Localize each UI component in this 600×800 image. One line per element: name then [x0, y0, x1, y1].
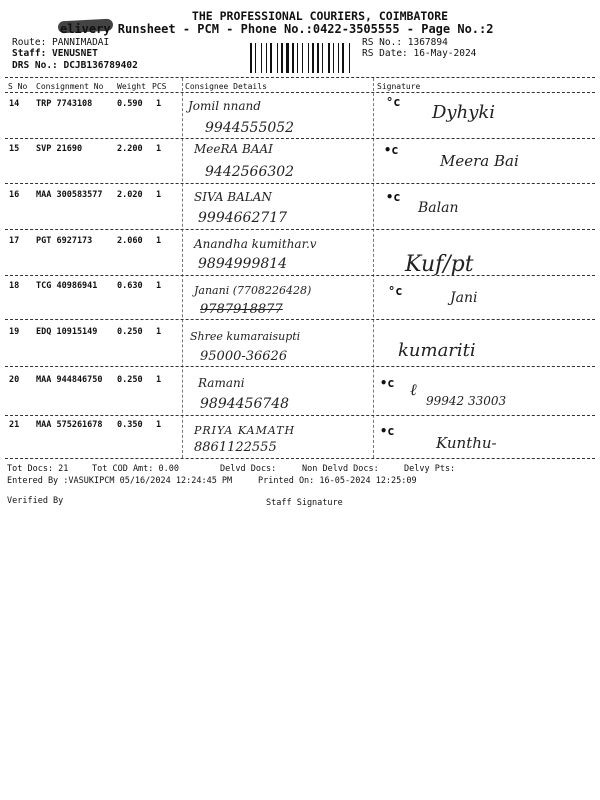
row-divider	[5, 415, 595, 416]
row-consignment: MAA 575261678	[36, 420, 103, 430]
row-consignment: MAA 300583577	[36, 190, 103, 200]
consignee-phone: 9787918877	[200, 302, 283, 317]
total-docs: Tot Docs: 21	[7, 464, 69, 474]
col-header-signature: Signature	[377, 82, 421, 91]
company-title: THE PROFESSIONAL COURIERS, COIMBATORE	[191, 9, 449, 23]
entered-by: Entered By :VASUKIPCM 05/16/2024 12:24:45 PM	[7, 476, 233, 486]
col-header-consignee: Consignee Details	[185, 82, 267, 91]
row-consignment: MAA 944846750	[36, 375, 103, 385]
column-divider	[182, 78, 183, 458]
c-mark: •c	[386, 190, 401, 204]
staff-label: Staff: VENUSNET	[12, 48, 98, 59]
c-mark: •c	[380, 376, 395, 390]
row-divider	[5, 229, 595, 230]
consignee-name: Janani (7708226428)	[194, 284, 312, 297]
consignee-name: Jomil nnand	[188, 99, 261, 113]
row-sno: 15	[9, 144, 20, 154]
route-label: Route: PANNIMADAI	[12, 37, 110, 48]
consignee-phone: 9994662717	[198, 210, 288, 226]
consignee-phone: 95000-36626	[200, 349, 288, 364]
header-bottom-border	[5, 92, 595, 93]
row-consignment: EDQ 10915149	[36, 327, 98, 337]
non-delivered-docs: Non Delvd Docs:	[302, 464, 379, 474]
row-pcs: 1	[156, 144, 162, 154]
consignee-name: Shree kumaraisupti	[190, 330, 301, 343]
row-sno: 18	[9, 281, 20, 291]
consignee-phone: 9944555052	[205, 120, 295, 136]
delivered-docs: Delvd Docs:	[220, 464, 277, 474]
signature: Balan	[418, 200, 459, 216]
rs-number: RS No.: 1367894	[362, 37, 448, 48]
signature: kumariti	[398, 340, 476, 361]
consignee-phone: 8861122555	[194, 440, 277, 455]
row-weight: 0.630	[117, 281, 143, 291]
signature: Dyhyki	[432, 102, 496, 123]
row-weight: 0.350	[117, 420, 143, 430]
c-mark: •c	[384, 143, 399, 157]
consignee-name: Ramani	[198, 376, 245, 390]
row-weight: 0.590	[117, 99, 143, 109]
row-pcs: 1	[156, 99, 162, 109]
row-consignment: TCG 40986941	[36, 281, 98, 291]
c-mark: °c	[388, 284, 403, 298]
row-weight: 2.020	[117, 190, 143, 200]
staff-signature-label: Staff Signature	[266, 498, 343, 508]
barcode	[250, 43, 362, 73]
signature: Jani	[450, 290, 478, 306]
drs-number: DRS No.: DCJB136789402	[12, 60, 138, 71]
row-consignment: PGT 6927173	[36, 236, 93, 246]
row-pcs: 1	[156, 190, 162, 200]
consignee-name: Anandha kumithar.v	[194, 237, 317, 251]
runsheet-subtitle: elivery Runsheet - PCM - Phone No.:0422-3505555 - Page No.:2	[60, 22, 494, 36]
signature: Kunthu-	[436, 434, 497, 452]
row-pcs: 1	[156, 327, 162, 337]
col-header-pcs: PCS	[152, 82, 167, 91]
row-sno: 14	[9, 99, 20, 109]
row-divider	[5, 319, 595, 320]
table-top-border	[5, 77, 595, 78]
row-pcs: 1	[156, 236, 162, 246]
verified-by: Verified By	[7, 496, 64, 506]
signature: 99942 33003	[426, 394, 507, 408]
delivery-points: Delvy Pts:	[404, 464, 456, 474]
printed-on: Printed On: 16-05-2024 12:25:09	[258, 476, 417, 486]
row-divider	[5, 183, 595, 184]
signature: Meera Bai	[440, 152, 519, 170]
row-pcs: 1	[156, 281, 162, 291]
consignee-phone: 9894999814	[198, 256, 288, 272]
row-sno: 19	[9, 327, 20, 337]
table-bottom-border	[5, 458, 595, 459]
col-header-sno: S No	[8, 82, 28, 91]
consignee-name: SIVA BALAN	[194, 190, 272, 204]
rs-date: RS Date: 16-May-2024	[362, 48, 477, 59]
consignee-name: MeeRA BAAI	[194, 142, 273, 156]
signature-scribble: ℓ	[410, 380, 417, 399]
column-divider	[373, 78, 374, 458]
row-divider	[5, 275, 595, 276]
row-weight: 0.250	[117, 375, 143, 385]
row-pcs: 1	[156, 420, 162, 430]
c-mark: °c	[386, 95, 401, 109]
col-header-consignment: Consignment No	[36, 82, 104, 91]
row-weight: 0.250	[117, 327, 143, 337]
row-consignment: SVP 21690	[36, 144, 83, 154]
row-weight: 2.200	[117, 144, 143, 154]
row-consignment: TRP 7743108	[36, 99, 93, 109]
total-cod-amount: Tot COD Amt: 0.00	[92, 464, 179, 474]
row-sno: 20	[9, 375, 20, 385]
col-header-weight: Weight	[117, 82, 146, 91]
consignee-phone: 9442566302	[205, 164, 295, 180]
row-pcs: 1	[156, 375, 162, 385]
consignee-phone: 9894456748	[200, 396, 290, 412]
row-weight: 2.060	[117, 236, 143, 246]
row-sno: 17	[9, 236, 20, 246]
row-sno: 16	[9, 190, 20, 200]
row-sno: 21	[9, 420, 20, 430]
row-divider	[5, 138, 595, 139]
signature: Kuf/pt	[405, 252, 474, 277]
row-divider	[5, 366, 595, 367]
c-mark: •c	[380, 424, 395, 438]
consignee-name: PRIYA KAMATH	[194, 424, 296, 437]
